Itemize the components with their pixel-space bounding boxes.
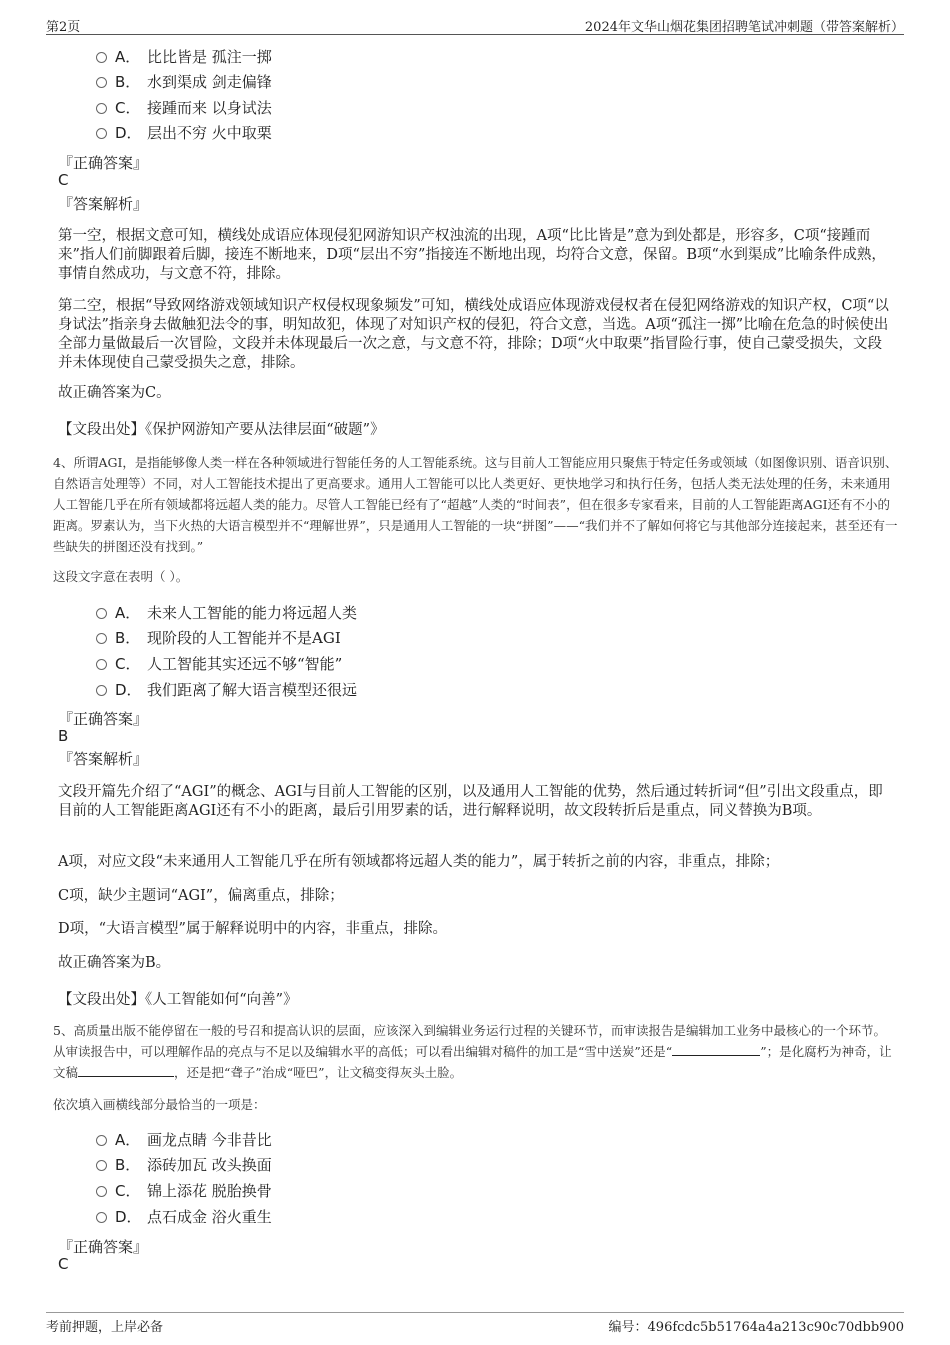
source-citation: 【文段出处】《保护网游知产要从法律层面“破题”》	[58, 422, 385, 438]
answer-value: C	[58, 171, 69, 189]
question-stem: 4、所谓AGI，是指能够像人类一样在各种领域进行智能任务的人工智能系统。这与目前人工智能应用只聚焦于特定任务或领域（如图像识别、语音识别、自然语言处理等）不同，对人工智能技术提出了更高要求。通用人工智能可以比人类更好、更快地学习和执行任务，包括人类无法处理的任务，未来通用人工智能几乎在所有领域都将远超人类的能力。尽管人工智能已经有了“超越”人类的“时间表”，但在很多专家看来，目前的人工智能距离AGI还有不小的距离。罗素认为，当下火热的大语言模型并不“理解世界”，只是通用人工智能的一块“拼图”——“我们并不了解如何将它与其他部分连接起来，甚至还有一些缺失的拼图还没有找到。”	[53, 455, 898, 554]
q4-option-d[interactable]: D． 我们距离了解大语言模型还很远	[96, 680, 357, 700]
analysis-paragraph: A项，对应文段“未来通用人工智能几乎在所有领域都将远超人类的能力”，属于转折之前的内容，非重点，排除；	[58, 854, 780, 870]
radio-icon[interactable]	[96, 633, 107, 644]
q3-option-d[interactable]: D． 层出不穷 火中取栗	[96, 123, 272, 143]
radio-icon[interactable]	[96, 1186, 107, 1197]
analysis-label: 『答案解析』	[58, 195, 149, 213]
fill-blank	[78, 1064, 174, 1077]
page-header	[46, 12, 904, 35]
q4-option-c[interactable]: C． 人工智能其实还远不够“智能”	[96, 654, 342, 674]
q5-option-d[interactable]: D． 点石成金 浴火重生	[96, 1207, 272, 1227]
q3-option-c[interactable]: C． 接踵而来 以身试法	[96, 98, 272, 118]
radio-icon[interactable]	[96, 77, 107, 88]
question-prompt: 依次填入画横线部分最恰当的一项是：	[53, 1097, 266, 1112]
q5-option-b[interactable]: B． 添砖加瓦 改头换面	[96, 1155, 272, 1175]
footer-slogan: 考前押题，上岸必备	[46, 1320, 164, 1335]
radio-icon[interactable]	[96, 1160, 107, 1171]
radio-icon[interactable]	[96, 103, 107, 114]
radio-icon[interactable]	[96, 128, 107, 139]
analysis-paragraph: 文段开篇先介绍了“AGI”的概念、AGI与目前人工智能的区别，以及通用人工智能的优势，然后通过转折词“但”引出文段重点，即目前的人工智能距离AGI还有不小的距离，最后引用罗素的话，进行解释说明，故文段转折后是重点，同义替换为B项。	[58, 784, 883, 819]
analysis-paragraph: 第二空，根据“导致网络游戏领域知识产权侵权现象频发”可知，横线处成语应体现游戏侵权者在侵犯网络游戏的知识产权，C项“以身试法”指亲身去做触犯法令的事，明知故犯，体现了对知识产权的侵犯，符合文意，当选。A项“孤注一掷”比喻在危急的时候使出全部力量做最后一次冒险，文段并未体现最后一次之意，与文意不符，排除；D项“火中取栗”指冒险行事，使自己蒙受损失，文段并未体现使自己蒙受损失之意，排除。	[58, 298, 889, 371]
document-id: 编号：496fcdc5b51764a4a213c90c70dbb900	[608, 1320, 904, 1335]
q5-option-a[interactable]: A． 画龙点睛 今非昔比	[96, 1130, 272, 1150]
answer-value: B	[58, 727, 69, 745]
fill-blank	[672, 1043, 760, 1056]
answer-value: C	[58, 1255, 69, 1273]
document-title: 2024年文华山烟花集团招聘笔试冲刺题（带答案解析）	[584, 20, 904, 35]
answer-label: 『正确答案』	[58, 154, 149, 172]
q5-option-c[interactable]: C． 锦上添花 脱胎换骨	[96, 1181, 272, 1201]
analysis-paragraph: C项，缺少主题词“AGI”，偏离重点，排除；	[58, 888, 344, 904]
q4-option-a[interactable]: A． 未来人工智能的能力将远超人类	[96, 603, 357, 623]
analysis-paragraph: 第一空，根据文意可知，横线处成语应体现侵犯网游知识产权浊流的出现，A项“比比皆是”意为到处都是，形容多，C项“接踵而来”指人们前脚跟着后脚，接连不断地来，D项“层出不穷”指接连不断地出现，均符合文意，保留。B项“水到渠成”比喻条件成熟，事情自然成功，与文意不符，排除。	[58, 228, 886, 282]
answer-label: 『正确答案』	[58, 1238, 149, 1256]
q4-option-b[interactable]: B． 现阶段的人工智能并不是AGI	[96, 628, 341, 648]
analysis-conclusion: 故正确答案为B。	[58, 955, 171, 971]
question-prompt: 这段文字意在表明（ ）。	[53, 569, 189, 584]
q3-option-a[interactable]: A． 比比皆是 孤注一掷	[96, 47, 272, 67]
radio-icon[interactable]	[96, 608, 107, 619]
question-stem: 5、高质量出版不能停留在一般的号召和提高认识的层面，应该深入到编辑业务运行过程的关键环节，而审读报告是编辑加工业务中最核心的一个环节。从审读报告中，可以理解作品的亮点与不足以及编辑水平的高低；可以看出编辑对稿件的加工是“雪中送炭”还是“ ”；是化腐朽为神奇，让文稿 ，还是把“聋子”治成“哑巴”，让文稿变得灰头土脸。	[53, 1023, 892, 1080]
radio-icon[interactable]	[96, 1212, 107, 1223]
analysis-conclusion: 故正确答案为C。	[58, 385, 171, 401]
page-footer	[46, 1312, 904, 1339]
analysis-paragraph: D项，“大语言模型”属于解释说明中的内容，非重点，排除。	[58, 921, 447, 937]
answer-label: 『正确答案』	[58, 710, 149, 728]
source-citation: 【文段出处】《人工智能如何“向善”》	[58, 992, 298, 1008]
analysis-label: 『答案解析』	[58, 750, 149, 768]
radio-icon[interactable]	[96, 1135, 107, 1146]
radio-icon[interactable]	[96, 52, 107, 63]
page-number: 第2页	[46, 20, 81, 35]
radio-icon[interactable]	[96, 659, 107, 670]
q3-option-b[interactable]: B． 水到渠成 剑走偏锋	[96, 72, 272, 92]
radio-icon[interactable]	[96, 685, 107, 696]
